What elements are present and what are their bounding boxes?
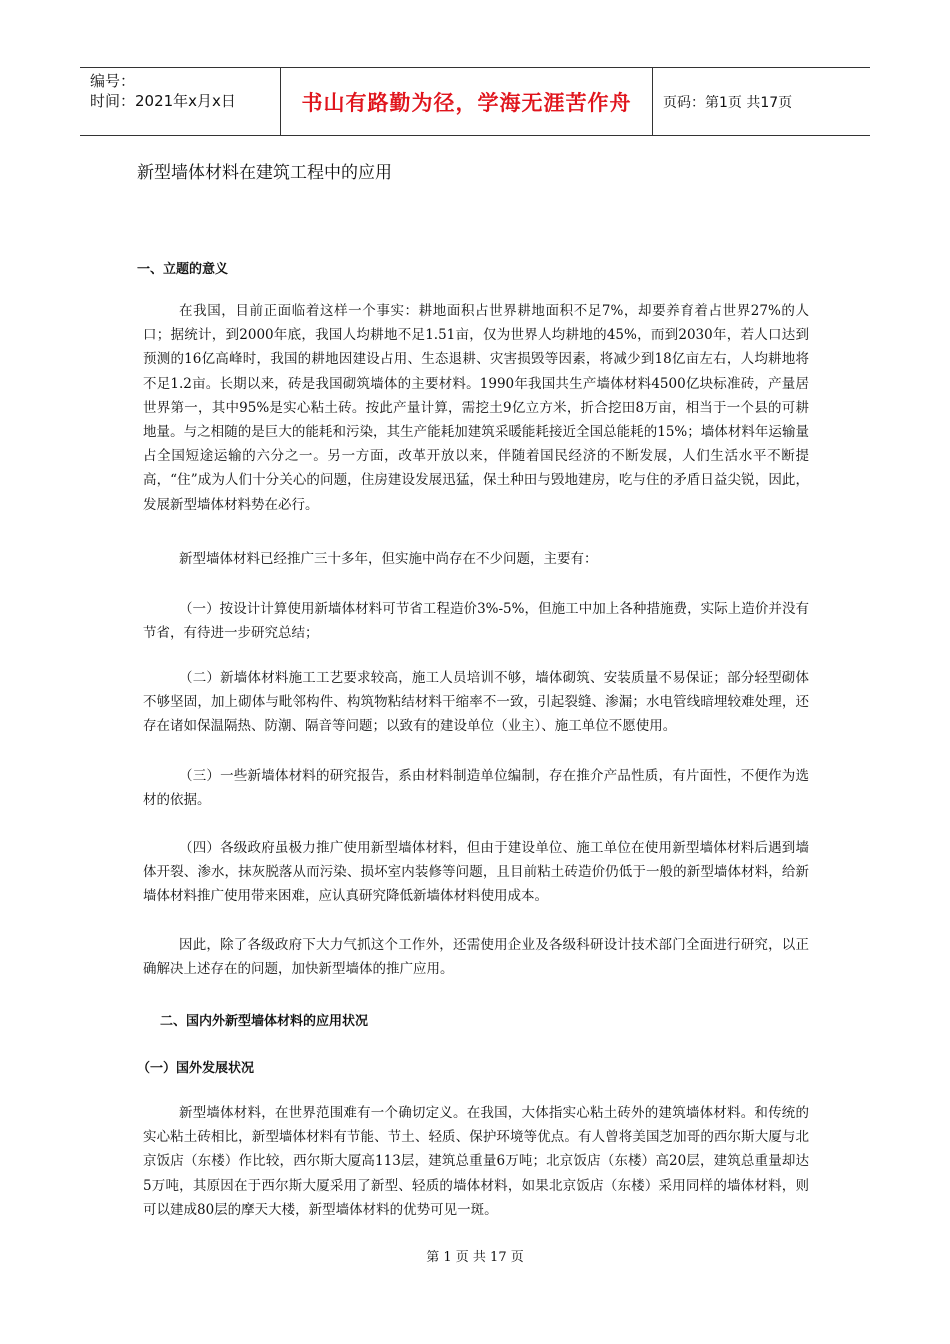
paragraph: （二）新墙体材料施工工艺要求较高，施工人员培训不够，墙体砌筑、安装质量不易保证；部分轻型砌体不够坚固，加上砌体与毗邻构件、构筑物粘结材料干缩率不一致，引起裂缝、渗漏；水电管线暗埋较难处理，还存在诸如保温隔热、防潮、隔音等问题；以致有的建设单位（业主）、施工单位不愿使用。	[143, 670, 809, 735]
header-meta	[80, 68, 280, 135]
paragraph: （三）一些新墙体材料的研究报告，系由材料制造单位编制，存在推介产品性质，有片面性，不便作为选材的依据。	[143, 768, 809, 809]
document-title: 新型墙体材料在建筑工程中的应用	[137, 163, 392, 183]
header-motto: 书山有路勤为径，学海无涯苦作舟	[301, 90, 632, 115]
paragraph: （一）按设计计算使用新墙体材料可节省工程造价3%-5%，但施工中加上各种措施费，实际上造价并没有节省，有待进一步研究总结；	[143, 601, 809, 642]
header-page-info	[653, 68, 870, 135]
page-number-label: 页码：第1页 共17页	[663, 94, 793, 111]
page-header	[80, 67, 870, 136]
section-heading-2: 二、国内外新型墙体材料的应用状况	[160, 1014, 369, 1029]
header-motto-cell	[280, 68, 653, 135]
paragraph: 新型墙体材料已经推广三十多年，但实施中尚存在不少问题，主要有：	[179, 551, 598, 567]
paragraph: （四）各级政府虽极力推广使用新型墙体材料，但由于建设单位、施工单位在使用新型墙体材料后遇到墙体开裂、渗水，抹灰脱落从而污染、损坏室内装修等问题，且目前粘土砖造价仍低于一般的新型墙体材料，给新墙体材料推广使用带来困难，应认真研究降低新墙体材料使用成本。	[143, 840, 809, 905]
paragraph: 因此，除了各级政府下大力气抓这个工作外，还需使用企业及各级科研设计技术部门全面进行研究，以正确解决上述存在的问题，加快新型墙体的推广应用。	[143, 937, 809, 978]
document-number-label: 编号：	[90, 72, 136, 90]
subsection-heading: （一）国外发展状况	[137, 1061, 255, 1076]
section-heading-1: 一、立题的意义	[137, 262, 229, 277]
document-date-label: 时间：2021年x月x日	[90, 92, 236, 110]
paragraph: 新型墙体材料，在世界范围难有一个确切定义。在我国，大体指实心粘土砖外的建筑墙体材料。和传统的实心粘土砖相比，新型墙体材料有节能、节土、轻质、保护环境等优点。有人曾将美国芝加哥的西尔斯大厦与北京饭店（东楼）作比较，西尔斯大厦高113层，建筑总重量6万吨；北京饭店（东楼）高20层，建筑总重量却达5万吨，其原因在于西尔斯大厦采用了新型、轻质的墙体材料，如果北京饭店（东楼）采用同样的墙体材料，则可以建成80层的摩天大楼，新型墙体材料的优势可见一斑。	[143, 1105, 809, 1218]
page-footer: 第 1 页 共 17 页	[426, 1250, 524, 1265]
paragraph: 在我国，目前正面临着这样一个事实：耕地面积占世界耕地面积不足7%，却要养育着占世界27%的人口；据统计，到2000年底，我国人均耕地不足1.51亩，仅为世界人均耕地的45%，而到2030年，若人口达到预测的16亿高峰时，我国的耕地因建设占用、生态退耕、灾害损毁等因素，将减少到18亿亩左右，人均耕地将不足1.2亩。长期以来，砖是我国砌筑墙体的主要材料。1990年我国共生产墙体材料4500亿块标准砖，产量居世界第一，其中95%是实心粘土砖。按此产量计算，需挖土9亿立方米，折合挖田8万亩，相当于一个县的可耕地量。与之相随的是巨大的能耗和污染，其生产能耗加建筑采暖能耗接近全国总能耗的15%；墙体材料年运输量占全国短途运输的六分之一。另一方面，改革开放以来，伴随着国民经济的不断发展，人们生活水平不断提高，“住”成为人们十分关心的问题，住房建设发展迅猛，保土种田与毁地建房，吃与住的矛盾日益尖锐，因此，发展新型墙体材料势在必行。	[143, 303, 809, 513]
